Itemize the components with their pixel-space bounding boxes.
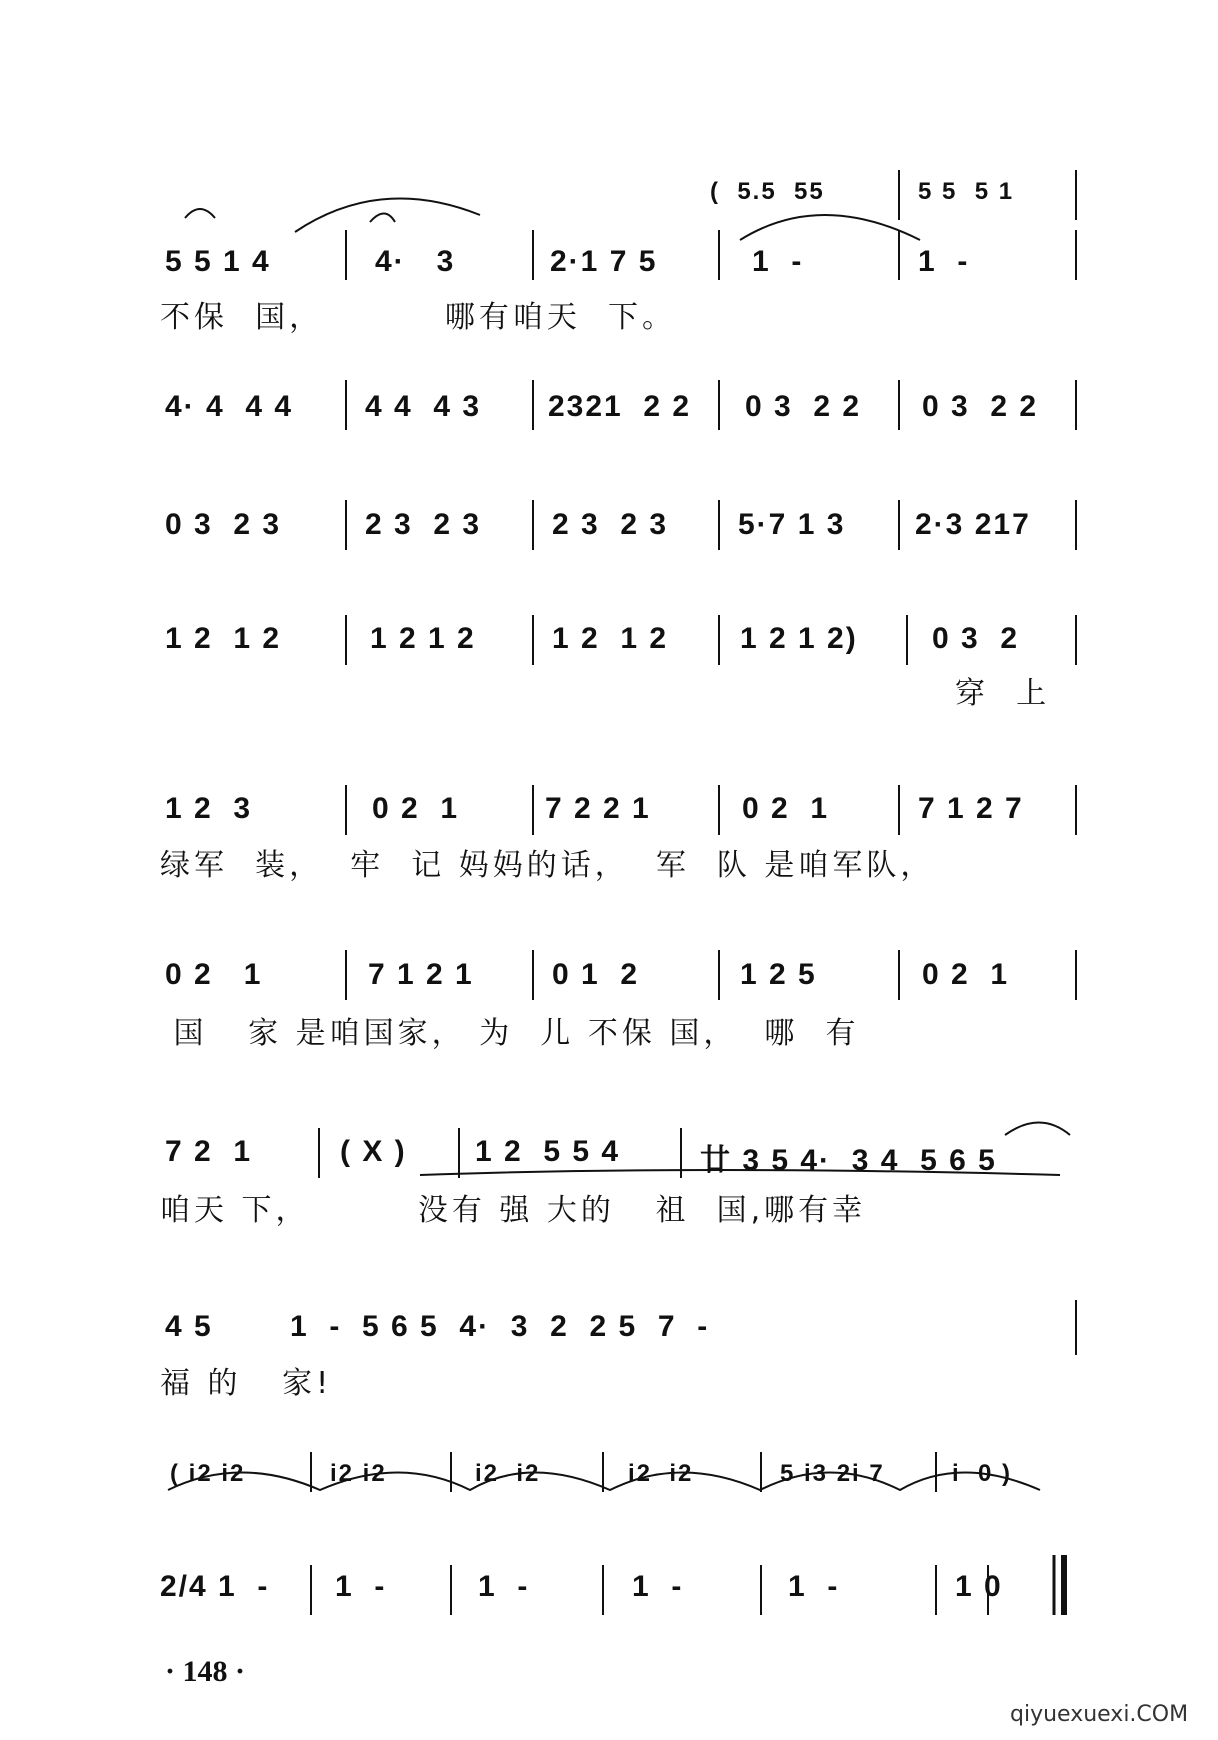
notation-measure: 5 i3 2i 7 xyxy=(780,1460,885,1487)
bar-line xyxy=(898,230,900,280)
bar-line xyxy=(345,500,347,550)
bar-line xyxy=(1075,380,1077,430)
notation-measure: 1 2 1 2 xyxy=(370,622,476,655)
notation-measure: 1 2 3 xyxy=(165,792,253,825)
lyric-line: 穿 上 xyxy=(955,676,1051,711)
notation-measure: 0 3 2 2 xyxy=(745,390,862,423)
notation-measure: 4· 4 4 4 xyxy=(165,390,294,423)
notation-measure: 7 1 2 7 xyxy=(918,792,1024,825)
page-number: · 148 · xyxy=(165,1655,246,1688)
lyric-line: 咱天 下， 没有 强 大的 祖 国,哪有幸 xyxy=(160,1193,867,1228)
notation-measure: i2 i2 xyxy=(330,1460,387,1487)
notation-measure: 0 2 1 xyxy=(742,792,830,825)
notation-measure: 1 2 1 2 xyxy=(165,622,282,655)
bar-line xyxy=(310,1565,312,1615)
notation-measure: i 0 ) xyxy=(952,1460,1013,1487)
notation-measure: 7 2 1 xyxy=(165,1135,253,1168)
notation-measure: 0 2 1 xyxy=(372,792,460,825)
bar-line xyxy=(898,170,900,220)
notation-measure: 1 - xyxy=(478,1570,530,1603)
notation-measure: 0 3 2 xyxy=(932,622,1020,655)
bar-line xyxy=(345,380,347,430)
notation-measure: 5 5 5 1 xyxy=(918,178,1015,205)
notation-measure: 1 - 5 6 5 4· 3 2 2 5 7 - xyxy=(290,1310,710,1343)
bar-line xyxy=(1075,500,1077,550)
bar-line xyxy=(898,785,900,835)
lyric-line: 国 家 是咱国家， 为 儿 不保 国， 哪 有 xyxy=(160,1016,860,1051)
notation-measure: 2 3 2 3 xyxy=(552,508,669,541)
notation-measure: 5 5 1 4 xyxy=(165,245,271,278)
notation-measure: 1 - xyxy=(752,245,804,278)
bar-line xyxy=(532,615,534,665)
bar-line xyxy=(532,230,534,280)
notation-measure: 5·7 1 3 xyxy=(738,508,846,541)
notation-measure: 1 0 xyxy=(955,1570,1003,1603)
bar-line xyxy=(935,1565,937,1615)
bar-line xyxy=(318,1128,320,1178)
bar-line xyxy=(906,615,908,665)
lyric-line: 绿军 装， 牢 记 妈妈的话， 军 队 是咱军队， xyxy=(160,848,935,883)
bar-line xyxy=(450,1565,452,1615)
bar-line xyxy=(718,950,720,1000)
bar-line xyxy=(680,1128,682,1178)
bar-line xyxy=(1075,230,1077,280)
bar-line xyxy=(760,1452,762,1492)
notation-measure: 2/4 1 - xyxy=(160,1570,270,1603)
bar-line xyxy=(532,380,534,430)
notation-measure: 2 3 2 3 xyxy=(365,508,482,541)
bar-line xyxy=(760,1565,762,1615)
notation-measure: 0 3 2 3 xyxy=(165,508,282,541)
notation-measure: 4 4 4 3 xyxy=(365,390,482,423)
notation-measure: 1 - xyxy=(788,1570,840,1603)
notation-measure: 1 - xyxy=(632,1570,684,1603)
notation-measure: 1 2 5 5 4 xyxy=(475,1135,621,1168)
bar-line xyxy=(718,230,720,280)
notation-measure: 7 1 2 1 xyxy=(368,958,474,991)
notation-measure: 2321 2 2 xyxy=(548,390,692,423)
bar-line xyxy=(450,1452,452,1492)
notation-measure: 0 2 1 xyxy=(922,958,1010,991)
notation-measure: 廿 3 5 4· 3 4 5 6 5 xyxy=(700,1144,997,1177)
watermark: qiyuexuexi.COM xyxy=(1010,1702,1189,1727)
notation-measure: 2·1 7 5 xyxy=(550,245,658,278)
bar-line xyxy=(718,785,720,835)
bar-line xyxy=(935,1452,937,1492)
bar-line xyxy=(345,615,347,665)
notation-measure: 1 2 1 2) xyxy=(740,622,858,655)
notation-measure: 4 5 xyxy=(165,1310,213,1343)
bar-line xyxy=(1075,950,1077,1000)
bar-line xyxy=(458,1128,460,1178)
notation-measure: 1 2 5 xyxy=(740,958,817,991)
bar-line xyxy=(898,950,900,1000)
bar-line xyxy=(532,500,534,550)
bar-line xyxy=(898,500,900,550)
bar-line xyxy=(1075,170,1077,220)
bar-line xyxy=(718,380,720,430)
bar-line xyxy=(1075,1300,1077,1355)
notation-measure: 2·3 217 xyxy=(915,508,1031,541)
bar-line xyxy=(345,785,347,835)
notation-measure: 1 - xyxy=(335,1570,387,1603)
bar-line xyxy=(1075,785,1077,835)
notation-measure: i2 i2 xyxy=(628,1460,694,1487)
lyric-line: 福 的 家! xyxy=(160,1366,333,1401)
notation-measure: i2 i2 xyxy=(475,1460,541,1487)
bar-line xyxy=(310,1452,312,1492)
notation-measure: ( 5.5 55 xyxy=(710,178,825,205)
notation-measure: 0 2 1 xyxy=(165,958,263,991)
notation-measure: ( i2 i2 xyxy=(170,1460,246,1487)
notation-measure: 0 1 2 xyxy=(552,958,640,991)
bar-line xyxy=(718,615,720,665)
bar-line xyxy=(1075,615,1077,665)
bar-line xyxy=(602,1565,604,1615)
notation-measure: 1 2 1 2 xyxy=(552,622,669,655)
notation-measure: 4· 3 xyxy=(375,245,456,278)
lyric-line: 不保 国， 哪有咱天 下。 xyxy=(160,300,676,335)
bar-line xyxy=(532,785,534,835)
bar-line xyxy=(532,950,534,1000)
notation-measure: ( X ) xyxy=(340,1135,407,1168)
bar-line xyxy=(898,380,900,430)
notation-measure: 7 2 2 1 xyxy=(545,792,651,825)
bar-line xyxy=(345,950,347,1000)
notation-measure: 0 3 2 2 xyxy=(922,390,1039,423)
bar-line xyxy=(718,500,720,550)
notation-measure: 1 - xyxy=(918,245,970,278)
bar-line xyxy=(345,230,347,280)
bar-line xyxy=(602,1452,604,1492)
